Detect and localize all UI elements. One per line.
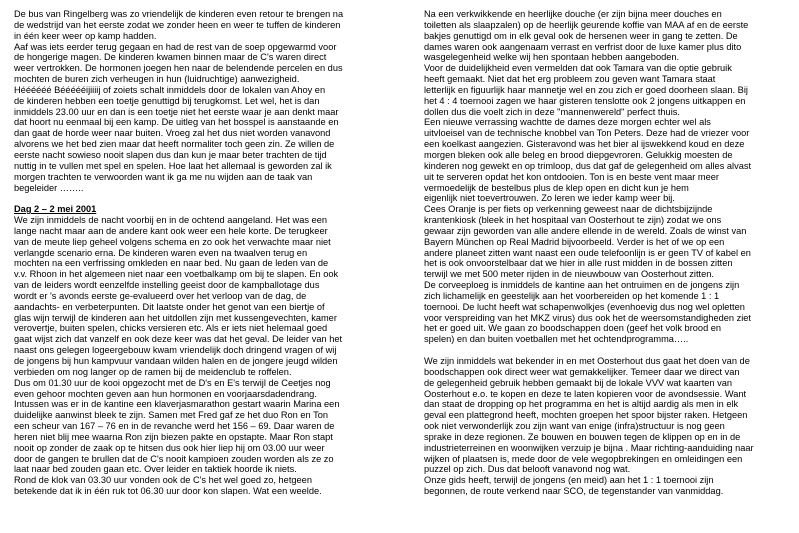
left-column	[14, 9, 397, 497]
intro-paragraph: De bus van Ringelberg was zo vriendelijk de kinderen even retour te brengen na de wedstrijd van het eerste zodat we zonder heen en weer te tuffen de kinderen in één keer weer op kamp hadden. Aaf was iets eerder terug gegaan en had de rest van de soep opgewarmd voor de hongerige magen. De kinderen kwamen binnen maar de C's waren direct weer vertrokken. De hormonen joegen hen naar de belendende percelen en dus mochten de buren zich verheugen in hun (luidruchtige) aanwezigheid. Héééééé Béééééijiiiij of zoiets schalt inmiddels door de lokalen van Ahoy en de kinderen hebben een toetje genuttigd bij terugkomst. Let wel, het is dan inmiddels 23.00 uur en dan is een toetje niet het eerste waar je aan denkt maar dat hoort nu eenmaal bij een kamp. De uitleg van het bosspel is aanstaande en dan gaat de horde weer naar buiten. Vroeg zal het dus niet worden vanavond alvorens we het bed zien maar dat heeft normaliter toch geen zin. Ze willen de eerste nacht sowieso nooit slapen dus dan kun je maar beter trachten de tijd nuttig in te vullen met spel en spelen. Hoe laat het allemaal is geworden zal ik morgen trachten te verwoorden want ik ga me nu wijden aan de taak van begeleider ……..	[14, 9, 344, 193]
right-column	[424, 9, 794, 497]
day-body-paragraph: We zijn inmiddels de nacht voorbij en in de ochtend aangeland. Het was een lange nacht maar aan de andere kant ook weer een hele korte. De terugkeer van de meute liep geheel volgens schema en zo ook het verwachte maar niet verlangde scenario erna. De kinderen waren even na twaalven terug en mochten na een verfrissing omkleden en naar bed. Nu gaan de leden van de v.v. Rhoon in het algemeen niet naar een voetbalkamp om bij te slapen. En ook van de leiders wordt eenzelfde instelling geeist door de kampballotage dus wordt er 's avonds eerste ge-evalueerd over het verloop van de dag, de aandachts- en verbeterpunten. Dit laatste onder het genot van een biertje of glas wijn terwijl de kinderen aan het uitdollen zijn met kussengevechten, kamer verovertje, buiten spelen, chicks versieren etc. Als er iets niet helemaal goed gaat wijst zich dat vanzelf en ook deze keer was dat het geval. De leider van het naast ons gelegen logeergebouw kwam vriendelijk doch dringend vragen of wij de jongens bij hun kampvuur vandaan wilden halen en de jongere jeugd wilden verbieden om nog langer op de ramen bij de meidenclub te roffelen. Dus om 01.30 uur de kooi opgezocht met de D's en E's terwijl de Ceetjes nog even gehoor mochten geven aan hun hormonen en voorjaarsdadendrang. Intussen was er in de kantine een klaverjasmarathon gestart waarin Marina een duidelijke aanwinst bleek te zijn. Samen met Fred gaf ze het duo Ron en Ton een scheur van 167 – 76 en in de revanche werd het 156 – 69. Daar waren de heren niet blij mee waarna Ron zijn biezen pakte en opstapte. Maar Ron stapt nooit op zonder de zaak op te hitsen dus ook hier liep hij om 03.00 uur weer door de gangen te brullen dat de C's nooit kampioen zouden worden als ze zo laat naar bed zouden gaan etc. Over leider en taktiek hoorde ik niets. Rond de klok van 03.30 uur vonden ook de C's het wel goed zo, hetgeen betekende dat ik in één ruk tot 06.30 uur door kon slapen. Wat een weelde.	[14, 215, 343, 497]
shopping-paragraph: We zijn inmiddels wat bekender in en met Oosterhout dus gaat het doen van de boodschappen ook direct weer wat gemakkelijker. Temeer daar we direct van de gelegenheid gebruik hebben gemaakt bij de lokale VVV wat kaarten van Oosterhout e.o. te kopen en deze te laten kopieren voor de avondsessie. Want dan staat de dropping op het programma en het is altijd aardig als men in elk geval een plattegrond heeft, mochten groepen het spoor bijster raken. Hetgeen ook niet verwonderlijk zou zijn want van enige (infra)structuur is nog geen sprake in deze regionen. Ze bouwen en bouwen tegen de klippen op en in de industrieterreinen en woonwijken verzuip je bijna . Maar richting-aanduiding naar wijken of plaatsen is, mede door de vele wegopbrekingen en omleidingen een puzzel op zich. Dus dat belooft vanavond nog wat. Onze gids heeft, terwijl de jongens (en meid) aan het 1 : 1 toernooi zijn begonnen, de route verkend naar SCO, de tegenstander van vanmiddag.	[424, 356, 754, 497]
day-heading: Dag 2 – 2 mei 2001	[14, 204, 97, 215]
morning-paragraph: Na een verkwikkende en heerlijke douche (er zijn bijna meer douches en toiletten als slaapzalen) op de heerlijk geurende koffie van MAA af en de eerste bakjes genuttigd om in elk geval ook de hersenen weer in gang te zetten. De dames waren ook aangenaam verrast en verfrist door de luxe kamer plus dito wasgelegenheid welke wij hen spontaan hebben aangeboden. Voor de duidelijkheid even vermelden dat ook Tamara van die optie gebruik heeft gemaakt. Niet dat het erg probleem zou geven want Tamara staat letterlijk en figuurlijk haar mannetje wel en zou zich er goed doorheen slaan. Bij het 4 : 4 toernooi zagen we haar gisteren tenslotte ook 2 jongens uitkappen en dollen dus die voelt zich in deze "mannenwereld" perfect thuis. Een nieuwe verrassing wachtte de dames deze morgen echter wel als uitvloeisel van de technische knobbel van Ton Peters. Deze had de vriezer voor een koelkast aangezien. Gisteravond was het bier al ijswekkend koud en deze morgen bleken ook alle beleg en brood diepgevroren. Gelukkig moesten de kinderen nog gewekt en op trimloop, dus dat gaf de gelegenheid om alles alvast uit te serveren opdat het kon ontdooien. Ton is en beste vent maar meer vermoedelijk de bestelbus plus de klep open en dicht kun je hem eigenlijk niet toevertrouwen. Zo leren we ieder kamp weer bij. Cees Oranje is per fiets op verkenning geweest naar de dichtsbijzijnde krantenkiosk (bleek in het hospitaal van Oosterhout te zijn) zodat we ons gewaar zijn geworden van alle andere ellende in de wereld. Zoals de winst van Bayern München op Real Madrid bijvoorbeeld. Verder is het of we op een andere planeet zitten want naast een oude telefoonlijn is er geen TV of kabel en het is ook onvoorstelbaar dat we hier in alle rust midden in de bossen zitten terwijl we met 500 meter rijden in de nieuwbouw van Oosterhout zitten. De corveeploeg is inmiddels de kantine aan het ontruimen en de jongens zijn zich lichamelijk en geestelijk aan het voorbereiden op het komende 1 : 1 toernooi. De lucht heeft wat schapenwolkjes (evenhoevig dus nog wel opletten voor verspreiding van het MKZ virus) dus ook het de weersomstandigheden ziet het er goed uit. We gaan zo boodschappen doen (geef het volk brood en spelen) en dan buiten voetballen met het ochtendprogramma…..	[424, 9, 752, 345]
paragraph-gap	[14, 193, 397, 204]
paragraph-gap	[424, 345, 794, 356]
